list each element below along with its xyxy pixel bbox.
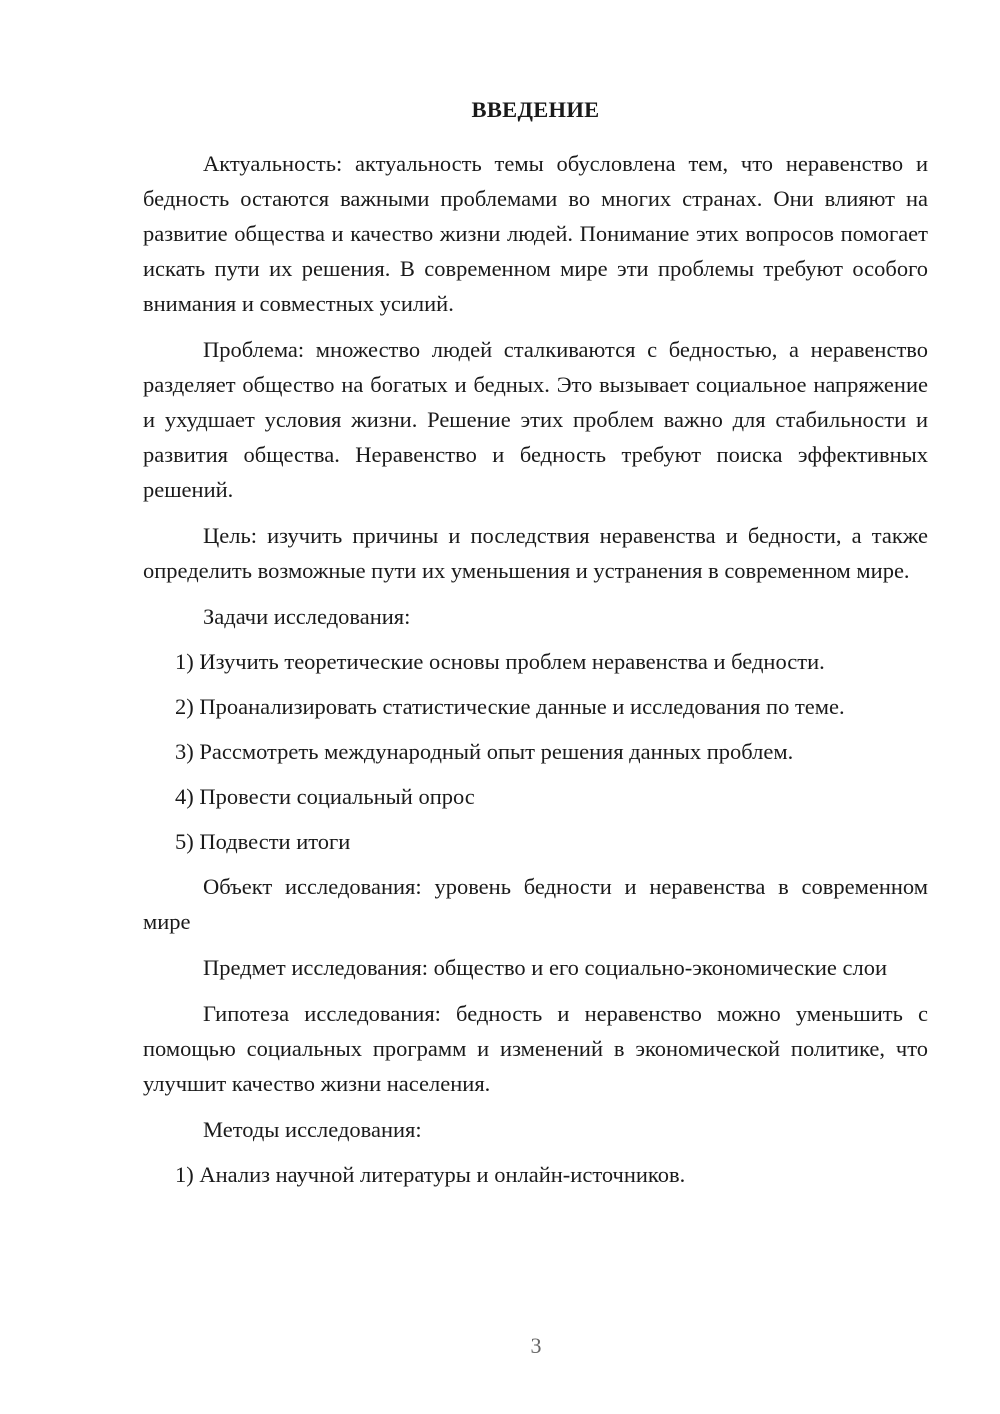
list-item: 1) Изучить теоретические основы проблем неравенства и бедности. — [175, 649, 825, 674]
list-item: 1) Анализ научной литературы и онлайн-источников. — [175, 1162, 686, 1187]
paragraph-hypothesis: Гипотеза исследования: бедность и неравенство можно уменьшить с помощью социальных программ и изменений в экономической политике, что улучшит качество жизни населения. — [143, 1001, 928, 1096]
list-item: 4) Провести социальный опрос — [175, 784, 475, 809]
paragraph-problem: Проблема: множество людей сталкиваются с бедностью, а неравенство разделяет общество на богатых и бедных. Это вызывает социальное напряжение и ухудшает условия жизни. Решение этих проблем важно для стабильности и развития общества. Неравенство и бедность требуют поиска эффективных решений. — [143, 337, 928, 502]
list-item: 5) Подвести итоги — [175, 829, 351, 854]
list-item: 3) Рассмотреть международный опыт решения данных проблем. — [175, 739, 794, 764]
methods-list — [143, 1157, 928, 1192]
paragraph-subject: Предмет исследования: общество и его социально-экономические слои — [203, 955, 888, 980]
page-title: ВВЕДЕНИЕ — [471, 97, 600, 122]
tasks-list — [143, 644, 928, 859]
paragraph-relevance: Актуальность: актуальность темы обусловлена тем, что неравенство и бедность остаются важными проблемами во многих странах. Они влияют на развитие общества и качество жизни людей. Понимание этих вопросов помогает искать пути их решения. В современном мире эти проблемы требуют особого внимания и совместных усилий. — [143, 151, 928, 316]
paragraph-object: Объект исследования: уровень бедности и неравенства в современном мире — [143, 874, 928, 934]
tasks-heading: Задачи исследования: — [203, 604, 411, 629]
page-number: 3 — [530, 1333, 542, 1358]
methods-heading: Методы исследования: — [203, 1117, 422, 1142]
document-page — [143, 92, 928, 1202]
list-item: 2) Проанализировать статистические данные и исследования по теме. — [175, 694, 845, 719]
paragraph-goal: Цель: изучить причины и последствия неравенства и бедности, а также определить возможные пути их уменьшения и устранения в современном мире. — [143, 523, 928, 583]
